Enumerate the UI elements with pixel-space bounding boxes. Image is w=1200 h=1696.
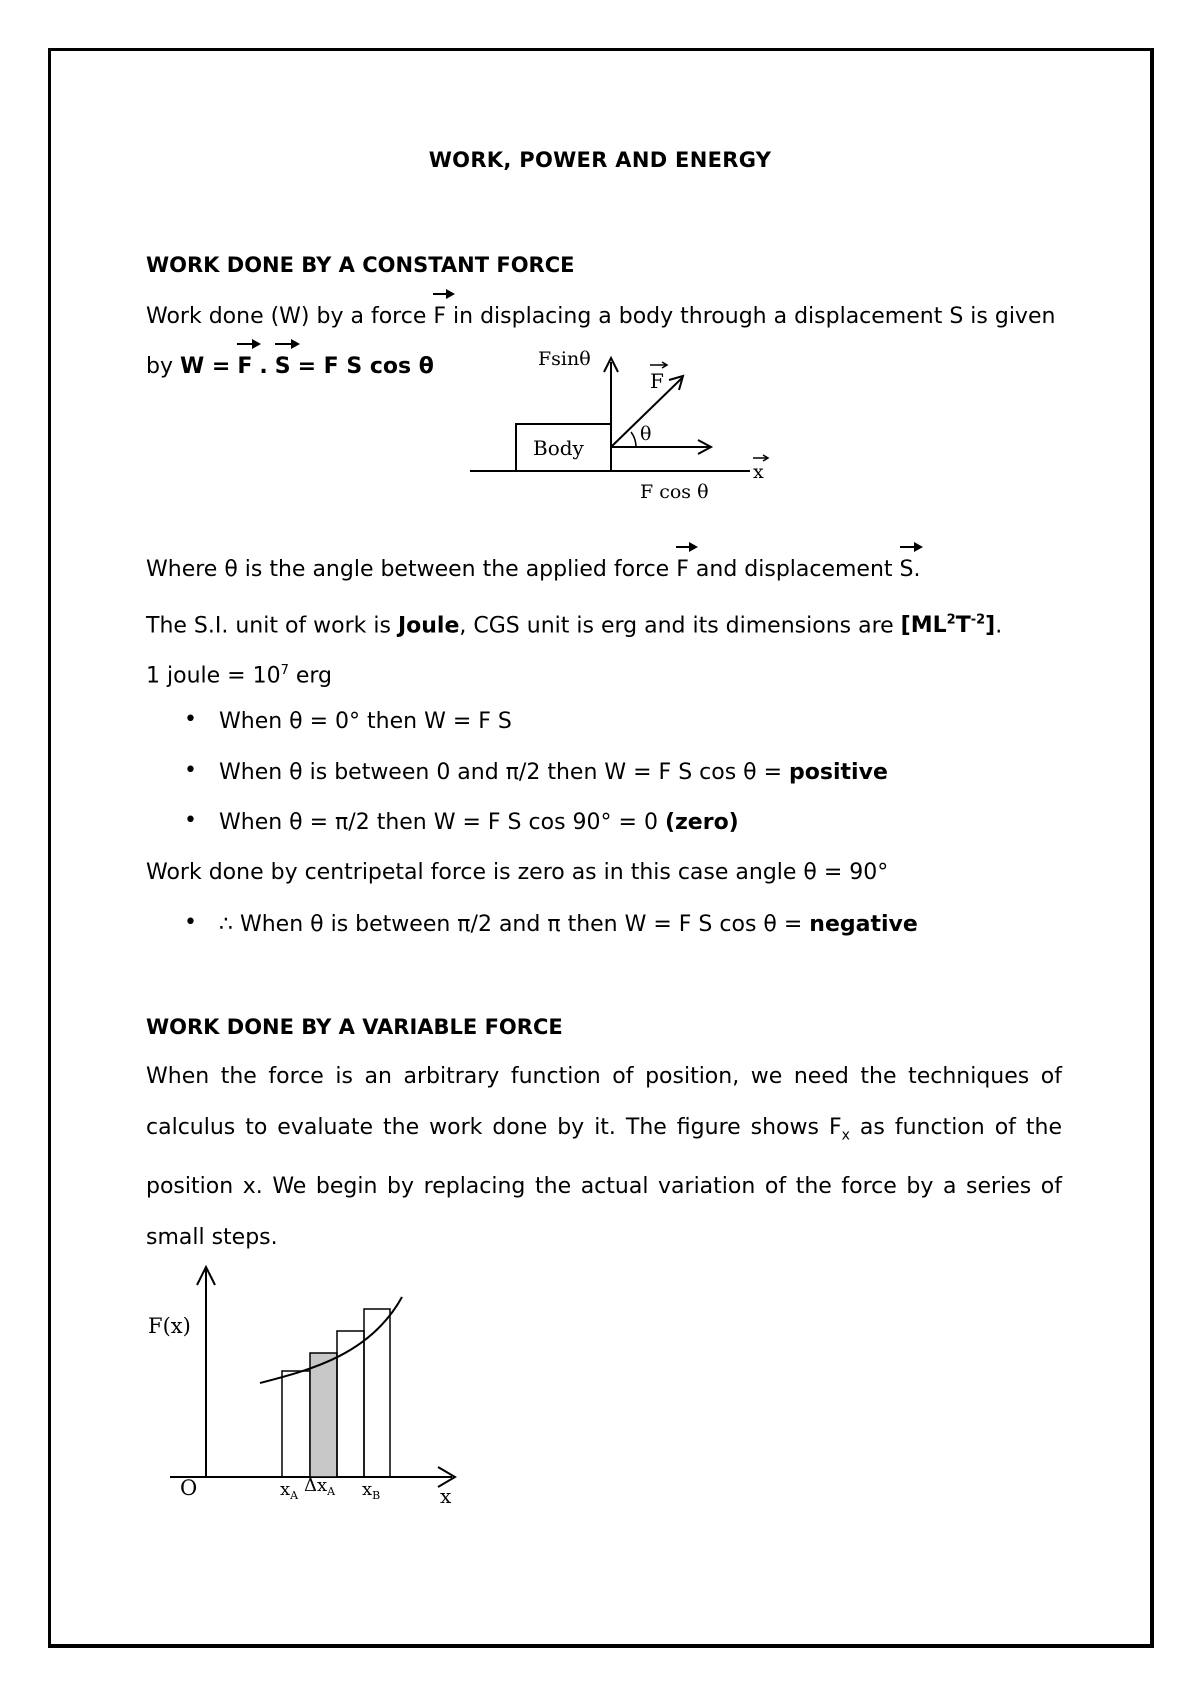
where-displacement-vector: S [900, 555, 914, 585]
force-diagram [460, 340, 790, 510]
unit-text-a: The S.I. unit of work is [146, 613, 391, 639]
paragraph-subscript-x: x [841, 1127, 850, 1144]
page-title: WORK, POWER AND ENERGY [428, 148, 772, 172]
work-equation [146, 352, 434, 382]
dim-ml: [ML [900, 613, 947, 639]
eq-w: W = [179, 354, 231, 379]
centripetal-line: Work done by centripetal force is zero as in this case angle θ = 90° [146, 860, 889, 885]
dim-close: ] [985, 613, 996, 639]
x-axis-label: x [753, 461, 764, 483]
bullet-dot: • [184, 910, 197, 935]
bullet-dot: • [184, 758, 197, 783]
bullet-item [219, 808, 739, 838]
unit-line [146, 606, 1002, 641]
bullet-text: When θ = 0° then W = F S [219, 709, 512, 734]
paragraph-text-a: When the force is an arbitrary function of position, we need the techniques of calculus to evaluate the work done by it. The figure shows F [146, 1064, 1062, 1140]
bullet-dot: • [184, 707, 197, 732]
bullet-bold: (zero) [664, 810, 739, 835]
section-heading-constant-force: WORK DONE BY A CONSTANT FORCE [146, 253, 575, 277]
unit-joule: Joule [397, 613, 460, 639]
section-heading-variable-force: WORK DONE BY A VARIABLE FORCE [146, 1015, 563, 1039]
by-text: by [146, 354, 173, 379]
fcos-label: F cos θ [640, 481, 709, 503]
dim-exp-2: 2 [946, 613, 956, 628]
where-text-a: Where θ is the angle between the applied force [146, 557, 670, 582]
origin-label: O [180, 1476, 198, 1500]
force-label: F [650, 369, 664, 393]
bullet-bold: positive [789, 760, 888, 785]
unit-text-b: , CGS unit is erg and its dimensions are [459, 613, 894, 639]
force-vector: F [433, 302, 446, 332]
bullet-text: When θ is between 0 and π/2 then W = F S cos θ = [219, 760, 790, 785]
joule-line [146, 656, 332, 691]
xb-label [362, 1479, 380, 1502]
where-end: . [913, 557, 921, 582]
bullet-bold: negative [809, 912, 918, 937]
step-rect-shaded [310, 1353, 337, 1477]
bullet-dot: • [184, 808, 197, 833]
joule-text-b: erg [288, 663, 333, 689]
step-rect-4 [364, 1309, 390, 1477]
eq-rest: = F S cos θ [297, 354, 434, 379]
dxa-main: Δx [304, 1475, 328, 1496]
xb-sub: B [372, 1489, 381, 1502]
dim-t: T [955, 613, 971, 639]
eq-dot: . [259, 354, 268, 379]
joule-exponent: 7 [280, 663, 289, 678]
step-rect-1 [282, 1371, 310, 1477]
joule-text-a: 1 joule = 10 [146, 663, 281, 689]
bullet-item [219, 758, 888, 788]
unit-dimensions [901, 613, 996, 638]
dim-exp-neg2: -2 [970, 613, 986, 628]
where-text-b: and displacement [695, 557, 893, 582]
angle-arc [631, 432, 636, 447]
bullet-item [219, 707, 512, 737]
negative-bullet-item [219, 910, 918, 940]
body-label: Body [533, 436, 584, 460]
fx-label: F(x) [148, 1314, 191, 1338]
where-line [146, 555, 921, 585]
unit-end: . [995, 613, 1003, 639]
bullet-text: When θ = π/2 then W = F S cos 90° = 0 [219, 810, 665, 835]
eq-displacement-vector: S [275, 352, 291, 382]
paragraph-text-b: as function of the position x. We begin by replacing the actual variation of the force by a series of small steps. [146, 1115, 1062, 1251]
x-axis-label: x [440, 1484, 452, 1508]
dxa-label [304, 1475, 336, 1498]
dxa-sub: A [327, 1485, 336, 1498]
theta-label: θ [640, 423, 652, 445]
intro-text-a: Work done (W) by a force [146, 304, 427, 329]
eq-force-vector: F [237, 352, 252, 382]
xa-sub: A [290, 1489, 299, 1502]
xb-main: x [362, 1479, 373, 1500]
bullet-text: ∴ When θ is between π/2 and π then W = F S cos θ = [219, 912, 810, 937]
intro-line [146, 302, 1055, 332]
variable-force-graph [140, 1255, 480, 1515]
where-force-vector: F [676, 555, 689, 585]
xa-main: x [280, 1479, 291, 1500]
fsin-label: Fsinθ [538, 348, 591, 370]
step-rect-3 [337, 1331, 364, 1477]
intro-text-b: in displacing a body through a displacement S is given [453, 304, 1056, 329]
xa-label [280, 1479, 299, 1502]
variable-force-paragraph [146, 1051, 1062, 1263]
